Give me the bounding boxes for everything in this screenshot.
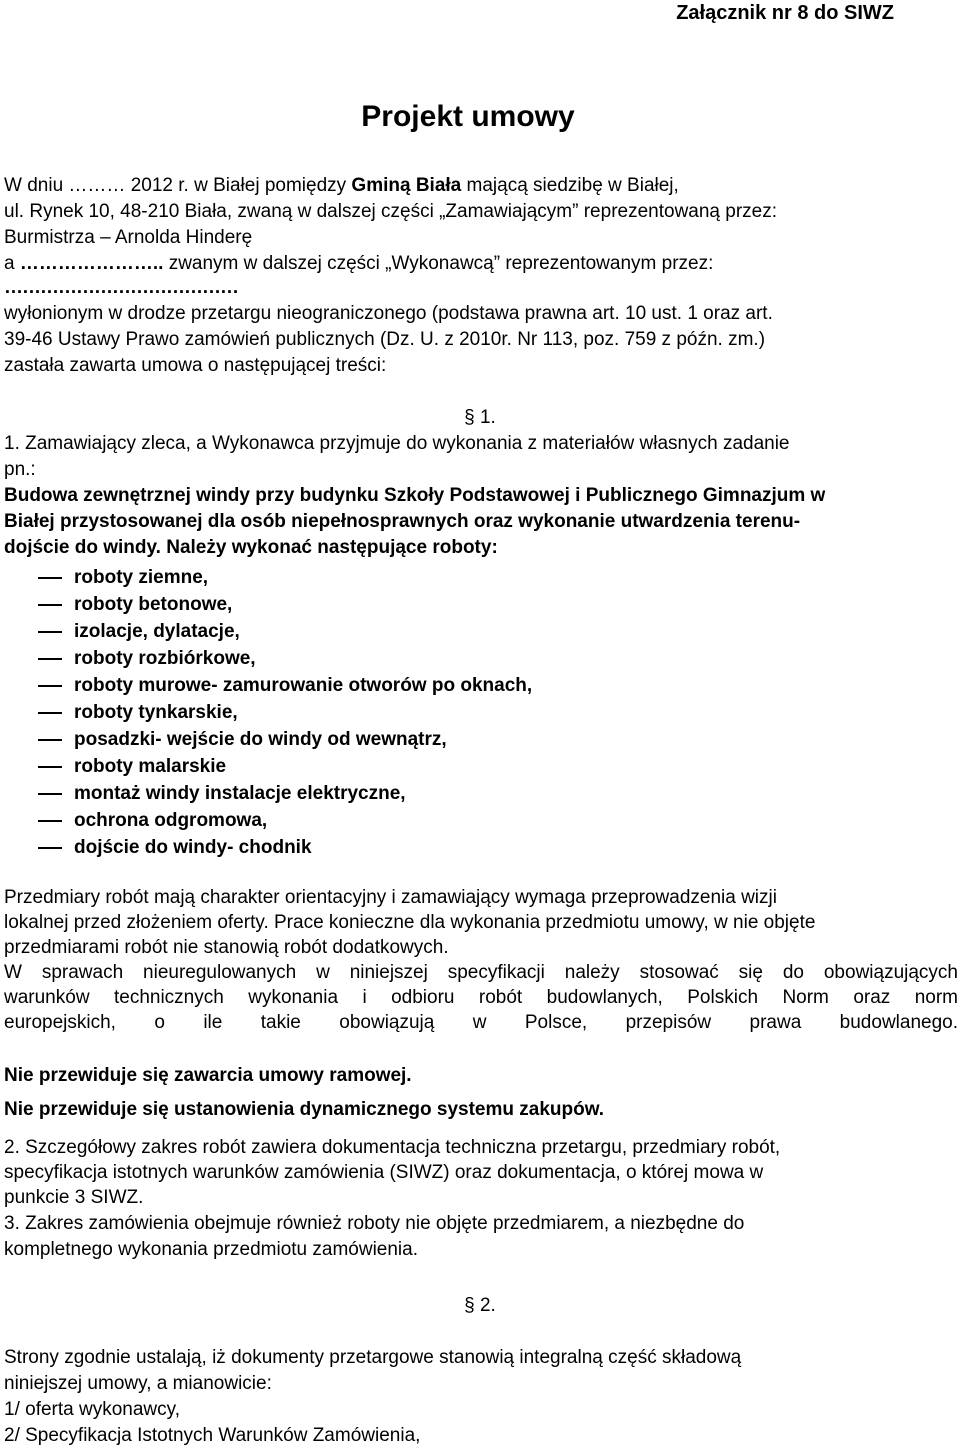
s1-p5-line-2: kompletnego wykonania przedmiotu zamówienia. [4, 1239, 419, 1260]
intro-line-5: ………………………………… [4, 277, 238, 298]
works-list-item: roboty ziemne, [38, 564, 532, 591]
intro-line-8: zastała zawarta umowa o następującej treści: [4, 355, 387, 376]
s1-p3-line-2: warunków technicznych wykonania i odbioru robót budowlanych, Polskich Norm oraz norm [4, 987, 958, 1008]
dash-bullet-icon [38, 685, 62, 687]
section-2-heading: § 2. [464, 1295, 496, 1316]
s1-p4-line-2: specyfikacja istotnych warunków zamówienia (SIWZ) oraz dokumentacja, o której mowa w [4, 1162, 764, 1183]
works-list-item: dojście do windy- chodnik [38, 834, 532, 861]
intro-line-1: W dniu ……… 2012 r. w Białej pomiędzy Gminą Biała mającą siedzibę w Białej, [4, 175, 679, 196]
works-list [38, 564, 532, 861]
section-1-heading: § 1. [464, 407, 496, 428]
works-list-item: izolacje, dylatacje, [38, 618, 532, 645]
annex-label: Załącznik nr 8 do SIWZ [676, 2, 894, 24]
intro-line-3: Burmistrza – Arnolda Hinderę [4, 227, 253, 248]
s1-p4-line-3: punkcie 3 SIWZ. [4, 1187, 144, 1208]
works-list-item: roboty betonowe, [38, 591, 532, 618]
works-list-item: posadzki- wejście do windy od wewnątrz, [38, 726, 532, 753]
intro-line-4: a ………………….. zwanym w dalszej części „Wykonawcą” reprezentowanym przez: [4, 253, 714, 274]
works-list-item: roboty rozbiórkowe, [38, 645, 532, 672]
s2-line-4: 2/ Specyfikacja Istotnych Warunków Zamówienia, [4, 1425, 421, 1446]
s2-line-2: niniejszej umowy, a mianowicie: [4, 1373, 272, 1394]
works-list-item: roboty tynkarskie, [38, 699, 532, 726]
s1-p5-line-1: 3. Zakres zamówienia obejmuje również roboty nie objęte przedmiarem, a niezbędne do [4, 1213, 745, 1234]
works-list-item: ochrona odgromowa, [38, 807, 532, 834]
dash-bullet-icon [38, 631, 62, 633]
s1-p2-line-1: Przedmiary robót mają charakter orientacyjny i zamawiający wymaga przeprowadzenia wizji [4, 887, 777, 908]
dash-bullet-icon [38, 604, 62, 606]
works-list-item: roboty murowe- zamurowanie otworów po oknach, [38, 672, 532, 699]
party-name: Gminą Biała [351, 175, 462, 196]
s2-line-1: Strony zgodnie ustalają, iż dokumenty przetargowe stanowią integralną część składową [4, 1347, 742, 1368]
intro-line-7: 39-46 Ustawy Prawo zamówień publicznych (Dz. U. z 2010r. Nr 113, poz. 759 z późn. zm.) [4, 329, 766, 350]
dash-bullet-icon [38, 658, 62, 660]
document-title: Projekt umowy [361, 100, 575, 133]
dash-bullet-icon [38, 577, 62, 579]
works-list-item: montaż windy instalacje elektryczne, [38, 780, 532, 807]
dash-bullet-icon [38, 793, 62, 795]
s1-p3-line-1: W sprawach nieuregulowanych w niniejszej specyfikacji należy stosować się do obowiązujących [4, 962, 958, 983]
no-framework-agreement: Nie przewiduje się zawarcia umowy ramowej. [4, 1065, 412, 1086]
intro-line-2: ul. Rynek 10, 48-210 Biała, zwaną w dalszej części „Zamawiającym” reprezentowaną przez: [4, 201, 778, 222]
intro-line-6: wyłonionym w drodze przetargu nieograniczonego (podstawa prawna art. 10 ust. 1 oraz art. [4, 303, 773, 324]
no-dynamic-purchasing: Nie przewiduje się ustanowienia dynamicznego systemu zakupów. [4, 1099, 605, 1120]
s1-p2-line-2: lokalnej przed złożeniem oferty. Prace konieczne dla wykonania przedmiotu umowy, w nie objęte [4, 912, 816, 933]
dash-bullet-icon [38, 739, 62, 741]
s1-p1-line-1: 1. Zamawiający zleca, a Wykonawca przyjmuje do wykonania z materiałów własnych zadanie [4, 433, 790, 454]
s1-p2-line-3: przedmiarami robót nie stanowią robót dodatkowych. [4, 937, 449, 958]
s1-bold-line-3: dojście do windy. Należy wykonać następujące roboty: [4, 537, 498, 558]
s1-p4-line-1: 2. Szczegółowy zakres robót zawiera dokumentacja techniczna przetargu, przedmiary robót, [4, 1137, 781, 1158]
dash-bullet-icon [38, 766, 62, 768]
s1-p3-line-3: europejskich, o ile takie obowiązują w Polsce, przepisów prawa budowlanego. [4, 1012, 958, 1033]
dash-bullet-icon [38, 847, 62, 849]
s2-line-3: 1/ oferta wykonawcy, [4, 1399, 181, 1420]
s1-bold-line-2: Białej przystosowanej dla osób niepełnosprawnych oraz wykonanie utwardzenia terenu- [4, 511, 801, 532]
s1-p1-line-2: pn.: [4, 459, 36, 480]
dash-bullet-icon [38, 820, 62, 822]
dash-bullet-icon [38, 712, 62, 714]
s1-bold-line-1: Budowa zewnętrznej windy przy budynku Szkoły Podstawowej i Publicznego Gimnazjum w [4, 485, 826, 506]
works-list-item: roboty malarskie [38, 753, 532, 780]
